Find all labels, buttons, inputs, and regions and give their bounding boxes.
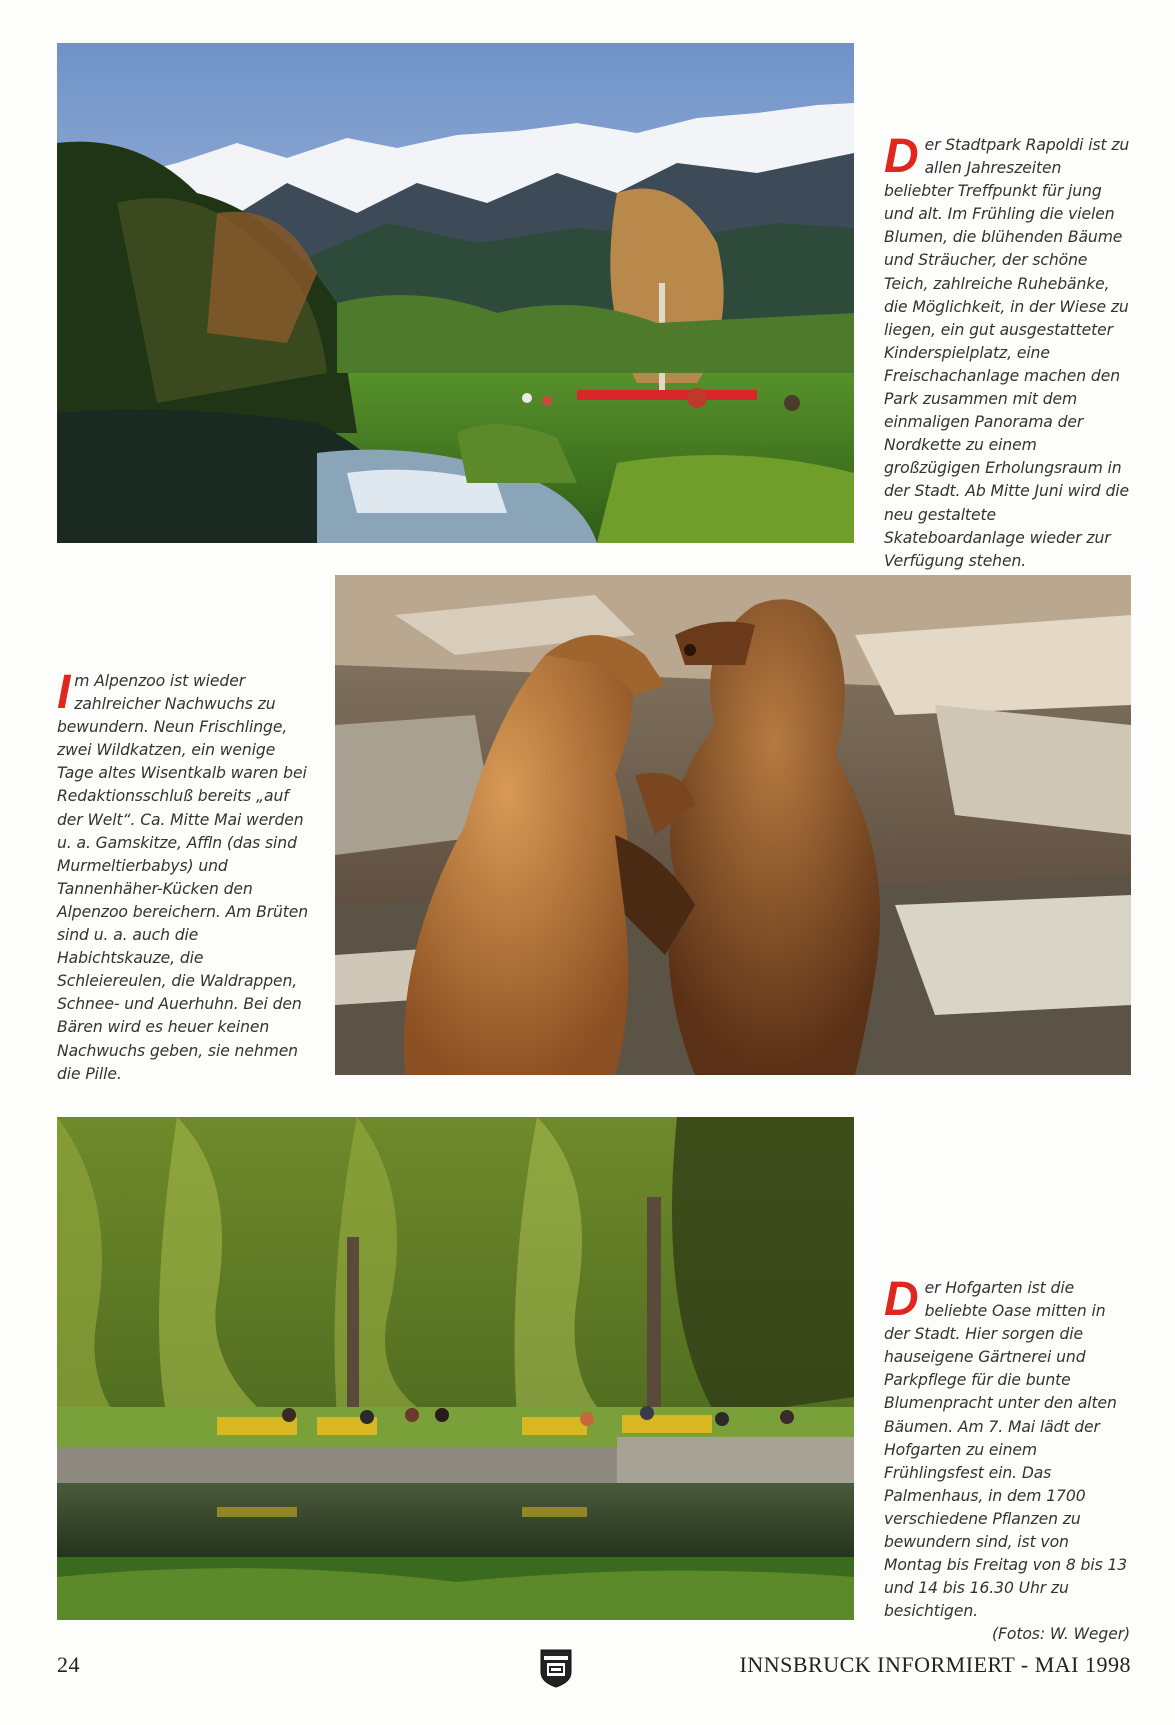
- caption-alpenzoo-text: m Alpenzoo ist wieder zahlreicher Nachwuchs zu bewundern. Neun Frischlinge, zwei Wildkatzen, ein wenige Tage altes Wisentkalb waren bei Redaktionsschluß bereits „auf der Welt“. Ca. Mitte Mai werden u. a. Gamskitze, Affln (das sind Murmeltierbabys) und Tannenhäher-Kücken den Alpenzoo bereichern. Am Brüten sind u. a. auch die Habichtskauze, die Schleiereulen, die Waldrappen, Schnee- und Auerhuhn. Bei den Bären wird es heuer keinen Nachwuchs geben, sie nehmen die Pille.: [57, 672, 309, 1083]
- dropcap-stadtpark: D: [884, 130, 919, 183]
- photo-alpenzoo-bears: [335, 575, 1131, 1075]
- photo-hofgarten: [57, 1117, 854, 1620]
- dropcap-alpenzoo: I: [57, 666, 71, 719]
- caption-stadtpark-text: er Stadtpark Rapoldi ist zu allen Jahreszeiten beliebter Treffpunkt für jung und alt. Im Frühling die vielen Blumen, die blühenden Bäume und Sträucher, der schöne Teich, zahlreiche Ruhebänke, die Möglichkeit, in der Wiese zu liegen, ein gut ausgestatteter Kinderspielplatz, eine Freischachanlage machen den Park zusammen mit dem einmaligen Panorama der Nordkette zu einem großzügigen Erholungsraum in der Stadt. Ab Mitte Juni wird die neu gestaltete Skateboardanlage wieder zur Verfügung stehen.: [884, 136, 1130, 570]
- innsbruck-coat-of-arms-icon: [539, 1648, 573, 1688]
- photo-credit: (Fotos: W. Weger): [992, 1625, 1130, 1644]
- caption-hofgarten: [884, 1273, 1130, 1647]
- caption-alpenzoo: [57, 666, 311, 1086]
- page-number: 24: [57, 1652, 80, 1677]
- publication-title: INNSBRUCK INFORMIERT - MAI 1998: [739, 1652, 1131, 1677]
- caption-stadtpark: [884, 130, 1130, 573]
- dropcap-hofgarten: D: [884, 1273, 919, 1326]
- caption-hofgarten-text: er Hofgarten ist die beliebte Oase mitten in der Stadt. Hier sorgen die hauseigene Gärtnerei und Parkpflege für die bunte Blumenpracht unter den alten Bäumen. Am 7. Mai lädt der Hofgarten zu einem Frühlingsfest ein. Das Palmenhaus, in dem 1700 verschiedene Pflanzen zu bewundern sind, ist von Montag bis Freitag von 8 bis 13 und 14 bis 16.30 Uhr zu besichtigen.: [884, 1279, 1128, 1621]
- photo-stadtpark-rapoldi: [57, 43, 854, 543]
